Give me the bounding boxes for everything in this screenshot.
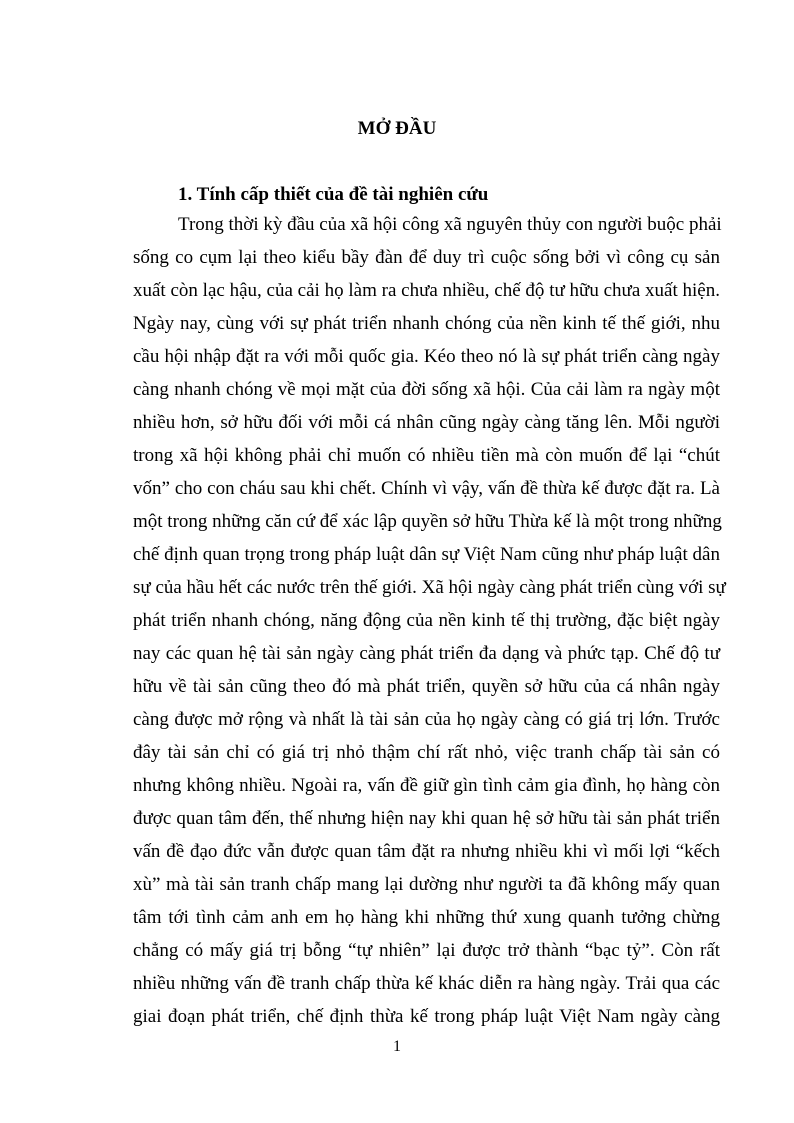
page-title: MỞ ĐẦU (357, 118, 437, 139)
paragraph-line: nhiều những vấn đề tranh chấp thừa kế khác diễn ra hàng ngày. Trải qua các (133, 973, 720, 994)
paragraph-line: vốn” cho con cháu sau khi chết. Chính vì vậy, vấn đề thừa kế được đặt ra. Là (133, 478, 720, 499)
paragraph-line: nhiều hơn, sở hữu đối với mỗi cá nhân cũng ngày càng tăng lên. Mỗi người (133, 412, 720, 433)
paragraph-line: phát triển nhanh chóng, năng động của nền kinh tế thị trường, đặc biệt ngày (133, 610, 720, 631)
paragraph-line: giai đoạn phát triển, chế định thừa kế trong pháp luật Việt Nam ngày càng (133, 1006, 720, 1027)
paragraph-line: sự của hầu hết các nước trên thế giới. Xã hội ngày càng phát triển cùng với sự (133, 577, 726, 598)
paragraph-line: vấn đề đạo đức vẫn được quan tâm đặt ra nhưng nhiều khi vì mối lợi “kếch (133, 841, 720, 862)
body-paragraph (133, 208, 726, 1033)
paragraph-line: xuất còn lạc hậu, của cải họ làm ra chưa nhiều, chế độ tư hữu chưa xuất hiện. (133, 280, 720, 301)
paragraph-line: nay các quan hệ tài sản ngày càng phát triển đa dạng và phức tạp. Chế độ tư (133, 643, 720, 664)
paragraph-line: được quan tâm đến, thế nhưng hiện nay khi quan hệ sở hữu tài sản phát triển (133, 808, 720, 829)
paragraph-line: càng được mở rộng và nhất là tài sản của họ ngày càng có giá trị lớn. Trước (133, 709, 720, 730)
paragraph-line: hữu về tài sản cũng theo đó mà phát triển, quyền sở hữu của cá nhân ngày (133, 676, 720, 697)
paragraph-line: Trong thời kỳ đầu của xã hội công xã nguyên thủy con người buộc phải (178, 214, 722, 235)
paragraph-line: tâm tới tình cảm anh em họ hàng khi những thứ xung quanh tưởng chừng (133, 907, 720, 928)
paragraph-line: xù” mà tài sản tranh chấp mang lại dường như người ta đã không mấy quan (133, 874, 720, 895)
paragraph-line: một trong những căn cứ để xác lập quyền sở hữu Thừa kế là một trong những (133, 511, 722, 532)
paragraph-line: sống co cụm lại theo kiểu bầy đàn để duy trì cuộc sống bởi vì công cụ sản (133, 247, 720, 268)
section-heading: 1. Tính cấp thiết của đề tài nghiên cứu (178, 184, 489, 205)
paragraph-line: cầu hội nhập đặt ra với mỗi quốc gia. Kéo theo nó là sự phát triển càng ngày (133, 346, 720, 367)
paragraph-line: nhưng không nhiều. Ngoài ra, vấn đề giữ gìn tình cảm gia đình, họ hàng còn (133, 775, 720, 796)
page-number: 1 (393, 1038, 401, 1055)
paragraph-line: chẳng có mấy giá trị bỗng “tự nhiên” lại được trở thành “bạc tỷ”. Còn rất (133, 940, 720, 961)
paragraph-line: Ngày nay, cùng với sự phát triển nhanh chóng của nền kinh tế thế giới, nhu (133, 313, 720, 334)
paragraph-line: trong xã hội không phải chỉ muốn có nhiều tiền mà còn muốn để lại “chút (133, 445, 720, 466)
paragraph-line: càng nhanh chóng về mọi mặt của đời sống xã hội. Của cải làm ra ngày một (133, 379, 720, 400)
paragraph-line: chế định quan trọng trong pháp luật dân sự Việt Nam cũng như pháp luật dân (133, 544, 720, 565)
paragraph-line: đây tài sản chỉ có giá trị nhỏ thậm chí rất nhỏ, việc tranh chấp tài sản có (133, 742, 720, 763)
